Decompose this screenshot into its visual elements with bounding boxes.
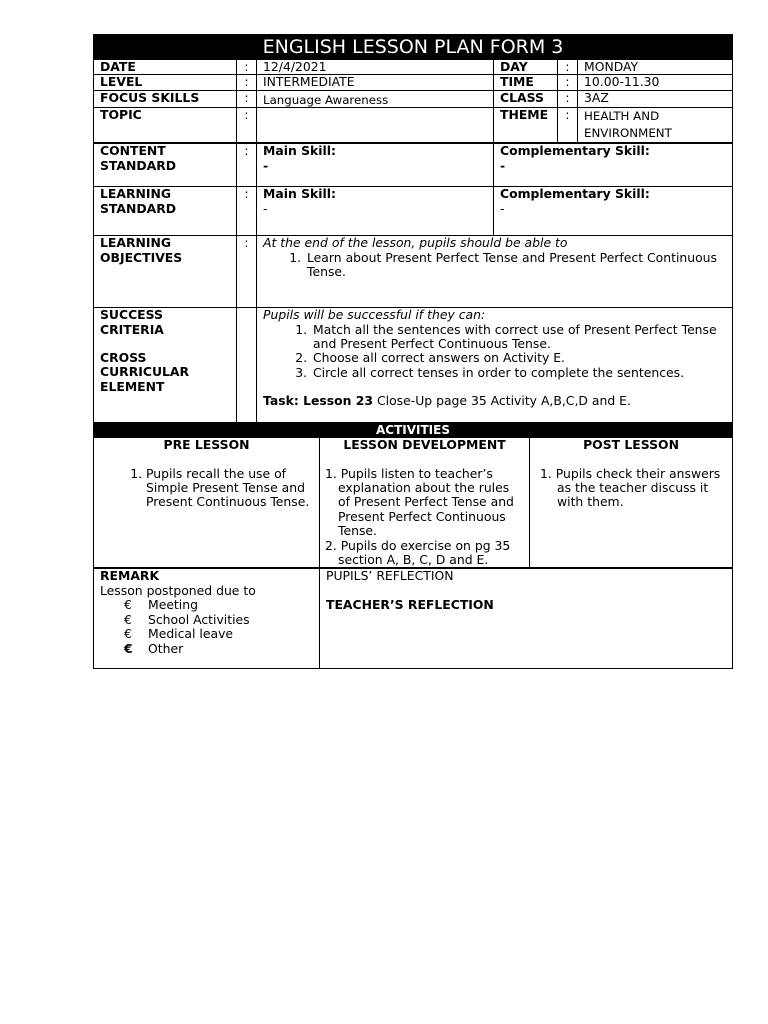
level-label: LEVEL <box>94 75 237 90</box>
time-label: TIME <box>494 75 558 90</box>
learning-objectives-label <box>94 236 237 308</box>
content-complementary-skill <box>494 144 733 187</box>
task-label: Task: Lesson 23 <box>263 393 374 409</box>
main-skill-label: Main Skill: <box>263 186 336 202</box>
list-item <box>124 598 313 612</box>
objectives-intro: At the end of the lesson, pupils should be able to <box>263 235 568 251</box>
success-list <box>263 323 726 381</box>
remark-table <box>93 568 733 669</box>
level-value: INTERMEDIATE <box>257 75 494 90</box>
label-line: STANDARD <box>100 200 177 216</box>
complementary-skill-value: - <box>500 200 505 216</box>
label-line: CROSS <box>100 350 147 366</box>
label-line: LEARNING <box>100 235 172 251</box>
colon: : <box>237 75 257 90</box>
lesson-development-title: LESSON DEVELOPMENT <box>343 437 506 453</box>
label-line: CURRICULAR <box>100 364 190 380</box>
topic-value <box>257 108 494 143</box>
success-criteria-content <box>257 308 733 423</box>
list-item: 1. Learn about Present Perfect Tense and Present Perfect Continuous Tense. <box>305 251 726 280</box>
date-label: DATE <box>94 60 237 75</box>
colon: : <box>237 236 257 308</box>
colon: : <box>237 60 257 75</box>
euro-bullet-icon: € <box>124 626 132 642</box>
colon: : <box>237 90 257 107</box>
pupils-reflection-label: PUPILS’ REFLECTION <box>326 568 454 584</box>
task-line <box>263 394 726 408</box>
remark-label: REMARK <box>100 568 160 584</box>
colon: : <box>558 90 578 107</box>
teachers-reflection-label: TEACHER’S REFLECTION <box>326 596 494 612</box>
list-item: 3. Circle all correct tenses in order to complete the sentences. <box>311 366 726 380</box>
list-item <box>124 613 313 627</box>
label-line: STANDARD <box>100 157 177 173</box>
class-value: 3AZ <box>578 90 733 107</box>
list-item <box>124 642 313 656</box>
remark-cell <box>94 569 320 669</box>
remark-item-text: Meeting <box>148 597 198 613</box>
lesson-plan-sheet <box>93 34 732 669</box>
activities-heading: ACTIVITIES <box>94 424 733 438</box>
pre-lesson-list <box>99 467 314 510</box>
pre-lesson-column <box>94 438 320 568</box>
label-line: LEARNING <box>100 186 172 202</box>
lesson-development-column <box>320 438 530 568</box>
success-intro: Pupils will be successful if they can: <box>263 307 486 323</box>
list-item: 1. Pupils recall the use of Simple Present Tense and Present Continuous Tense. <box>146 467 314 510</box>
lesson-info-table <box>93 34 733 143</box>
remark-list <box>100 598 313 656</box>
pre-lesson-title: PRE LESSON <box>163 437 250 453</box>
learning-complementary-skill <box>494 187 733 236</box>
label-line: OBJECTIVES <box>100 249 183 265</box>
theme-value-line: HEALTH AND <box>584 109 660 124</box>
list-item: 1. Pupils check their answers as the teacher discuss it with them. <box>540 465 721 510</box>
euro-bullet-icon: € <box>124 611 132 627</box>
learning-main-skill <box>257 187 494 236</box>
complementary-skill-label: Complementary Skill: <box>500 143 650 159</box>
learning-objectives-content <box>257 236 733 308</box>
theme-value <box>578 108 733 143</box>
colon: : <box>558 75 578 90</box>
label-line: CRITERIA <box>100 321 164 337</box>
activities-table <box>93 423 733 568</box>
reflection-cell <box>320 569 733 669</box>
main-skill-value: - <box>263 200 268 216</box>
complementary-skill-value: - <box>500 157 506 173</box>
time-value: 10.00-11.30 <box>578 75 733 90</box>
colon: : <box>558 108 578 143</box>
colon-cell <box>237 308 257 423</box>
list-item: 2. Pupils do exercise on pg 35 section A, B, C, D and E. <box>325 537 511 568</box>
post-lesson-list <box>535 467 727 510</box>
content-standard-label <box>94 144 237 187</box>
content-main-skill <box>257 144 494 187</box>
colon: : <box>558 60 578 75</box>
remark-item-text: Other <box>148 640 184 656</box>
euro-bullet-icon: € <box>124 640 133 656</box>
post-lesson-column <box>530 438 733 568</box>
list-item <box>124 627 313 641</box>
page-title: ENGLISH LESSON PLAN FORM 3 <box>94 35 733 60</box>
success-criteria-label <box>94 308 237 423</box>
day-label: DAY <box>494 60 558 75</box>
theme-value-line: ENVIRONMENT <box>584 126 672 141</box>
main-skill-label: Main Skill: <box>263 143 336 159</box>
colon: : <box>237 144 257 187</box>
learning-standard-label <box>94 187 237 236</box>
label-line: ELEMENT <box>100 378 165 394</box>
list-item: 1. Pupils listen to teacher’s explanation about the rules of Present Perfect Tense and Present Perfect Continuous Tense. <box>325 465 514 539</box>
post-lesson-title: POST LESSON <box>583 437 679 453</box>
day-value: MONDAY <box>578 60 733 75</box>
list-item: 2. Choose all correct answers on Activity E. <box>311 351 726 365</box>
main-skill-value: - <box>263 157 269 173</box>
colon: : <box>237 108 257 143</box>
remark-intro: Lesson postponed due to <box>100 582 256 598</box>
focus-skills-value: Language Awareness <box>257 90 494 107</box>
list-item: 1. Match all the sentences with correct use of Present Perfect Tense and Present Perfect Continuous Tense. <box>311 323 726 352</box>
complementary-skill-label: Complementary Skill: <box>500 186 650 202</box>
standards-table <box>93 143 733 423</box>
remark-item-text: Medical leave <box>148 626 234 642</box>
task-text: Close-Up page 35 Activity A,B,C,D and E. <box>373 393 631 409</box>
objectives-list <box>263 251 726 280</box>
label-line: SUCCESS <box>100 307 163 323</box>
focus-skills-label: FOCUS SKILLS <box>94 90 237 107</box>
lesson-development-list <box>325 467 524 568</box>
colon: : <box>237 187 257 236</box>
remark-item-text: School Activities <box>148 611 250 627</box>
date-value: 12/4/2021 <box>257 60 494 75</box>
euro-bullet-icon: € <box>124 597 132 613</box>
theme-label: THEME <box>494 108 558 143</box>
topic-label: TOPIC <box>94 108 237 143</box>
class-label: CLASS <box>494 90 558 107</box>
label-line: CONTENT <box>100 143 166 159</box>
